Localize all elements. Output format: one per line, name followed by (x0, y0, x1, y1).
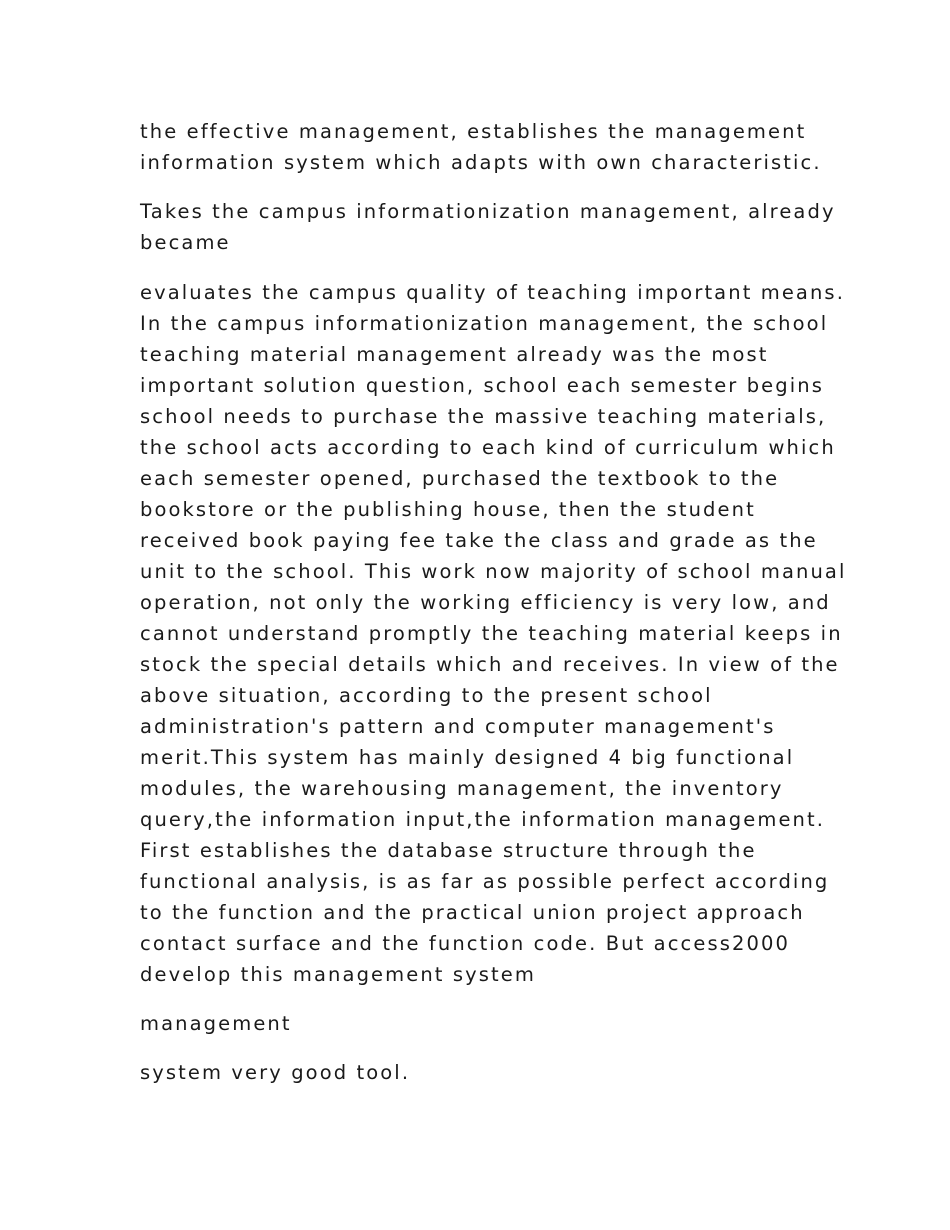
text-line: evaluates the campus quality of teaching important means. (140, 281, 845, 304)
text-line: the effective management, establishes the management (140, 120, 807, 143)
text-line: operation, not only the working efficiency is very low, and (140, 591, 831, 614)
text-line: stock the special details which and receives. In view of the (140, 653, 840, 676)
paragraph-3 (140, 277, 847, 990)
text-line: unit to the school. This work now majority of school manual (140, 560, 847, 583)
text-line: teaching material management already was the most (140, 343, 769, 366)
text-line: important solution question, school each semester begins (140, 374, 824, 397)
text-line: modules, the warehousing management, the inventory (140, 777, 784, 800)
text-line: Takes the campus informationization management, already (140, 200, 836, 223)
paragraph-4 (140, 1008, 830, 1039)
paragraph-1 (140, 116, 830, 178)
text-line: First establishes the database structure through the (140, 839, 757, 862)
text-line: administration's pattern and computer management's (140, 715, 776, 738)
text-line: merit.This system has mainly designed 4 big functional (140, 746, 795, 769)
text-line: each semester opened, purchased the textbook to the (140, 467, 780, 490)
text-line: management (140, 1012, 292, 1035)
paragraph-2 (140, 196, 836, 258)
text-line: contact surface and the function code. But access2000 (140, 932, 791, 955)
text-line: became (140, 231, 231, 254)
text-line: the school acts according to each kind of curriculum which (140, 436, 836, 459)
text-line: above situation, according to the present school (140, 684, 713, 707)
text-line: information system which adapts with own characteristic. (140, 151, 822, 174)
text-line: develop this management system (140, 963, 536, 986)
text-line: received book paying fee take the class and grade as the (140, 529, 818, 552)
text-line: In the campus informationization management, the school (140, 312, 829, 335)
text-line: system very good tool. (140, 1061, 411, 1084)
text-line: query,the information input,the information management. (140, 808, 826, 831)
text-line: school needs to purchase the massive teaching materials, (140, 405, 827, 428)
text-line: to the function and the practical union project approach (140, 901, 805, 924)
paragraph-5 (140, 1057, 830, 1088)
text-line: bookstore or the publishing house, then the student (140, 498, 756, 521)
text-line: cannot understand promptly the teaching material keeps in (140, 622, 843, 645)
text-line: functional analysis, is as far as possible perfect according (140, 870, 830, 893)
